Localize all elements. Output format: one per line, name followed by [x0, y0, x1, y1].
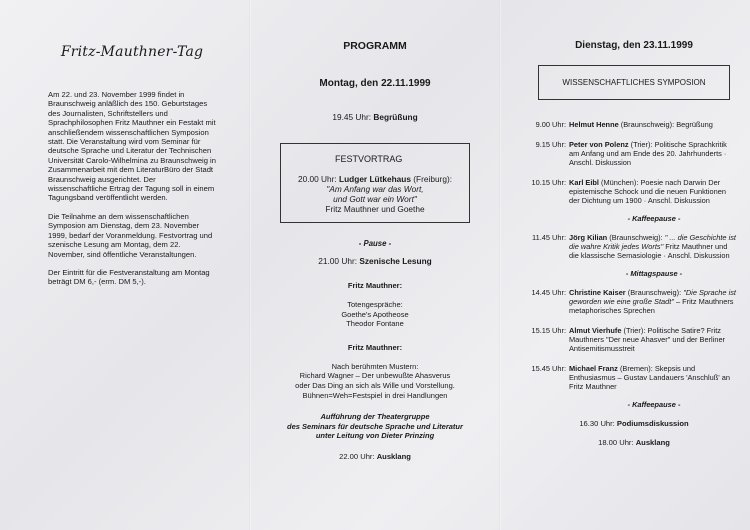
panel-discussion-line: 16.30 Uhr: Podiumsdiskussion	[579, 419, 689, 428]
middle-panel	[250, 0, 500, 530]
festvortrag-speaker: Ludger Lütkehaus	[339, 174, 411, 184]
welcome-label: Begrüßung	[373, 112, 418, 122]
festvortrag-quote-2: und Gott war ein Wort"	[333, 194, 417, 204]
admission-paragraph: Der Eintritt für die Festveranstaltung am Montag beträgt DM 6,- (erm. DM 5,-).	[48, 267, 210, 287]
intro-paragraph: Am 22. und 23. November 1999 findet in Braunschweig anläßlich des 150. Geburtstages des Journalisten, Schriftstellers und Sprachphilosophen Fritz Mauthner ein Festakt mit anschließendem wissenschaftlichen Symposion statt. Die Veranstaltung wird vom Seminar für deutsche Sprache und Literatur der Technischen Universität Carolo-Wilhelmina zu Braunschweig in Zusammenarbeit mit dem LiteraturBüro der Stadt Braunschweig ausgerichtet. Der wissenschaftliche Ertrag der Tagung soll in einem Tagungsband veröffentlicht werden.	[48, 90, 216, 203]
block1-line: Goethe's Apotheose	[341, 309, 409, 319]
schedule-item: 9.15 Uhr: Peter von Polenz (Trier): Politische Sprachkritik am Anfang und am Ende des 20. Jahrhunderts · Anschl. Diskussion	[535, 140, 727, 167]
block1-heading: Fritz Mauthner:	[347, 281, 403, 290]
block2-line: Nach berühmten Mustern:	[331, 361, 419, 371]
pause-label: - Pause -	[358, 239, 392, 248]
block1-line: Theodor Fontane	[346, 319, 404, 329]
festvortrag-quote-1: "Am Anfang war das Wort,	[326, 184, 424, 194]
block2-heading: Fritz Mauthner:	[347, 342, 403, 352]
schedule-item: 14.45 Uhr: Christine Kaiser (Braunschweig): "Die Sprache ist geworden wie eine große Stadt" – Fritz Mauthners metaphorisches Sprechen	[531, 288, 736, 315]
performance-credit: Aufführung der Theatergruppe des Seminars für deutsche Sprache und Literatur unter Leitung von Dieter Prinzing	[287, 412, 463, 440]
closing-label: Ausklang	[376, 452, 411, 462]
tuesday-date: Dienstag, den 23.11.1999	[575, 40, 693, 51]
festvortrag-title: FESTVORTRAG	[335, 154, 403, 164]
lunch-break-label: - Mittagspause -	[625, 269, 683, 278]
welcome-line	[266, 112, 484, 123]
left-panel	[0, 0, 250, 530]
block2-line: Bühnen=Weh=Festspiel in drei Handlungen	[302, 390, 448, 400]
reading-label: Szenische Lesung	[359, 256, 432, 266]
reading-line: 21.00 Uhr: Szenische Lesung	[318, 256, 432, 266]
block2-line: Richard Wagner – Der unbewußte Ahasverus	[299, 371, 451, 381]
festvortrag-subtitle: Fritz Mauthner und Goethe	[325, 204, 425, 214]
festvortrag-speaker-line: 20.00 Uhr: Ludger Lütkehaus (Freiburg):	[297, 174, 453, 184]
schedule-item: 15.45 Uhr: Michael Franz (Bremen): Skepsis und Enthusiasmus – Gustav Landauers 'Anschluß' an Fritz Mauthner	[531, 364, 730, 391]
schedule-item: 11.45 Uhr: Jörg Kilian (Braunschweig): " ... die Geschichte ist die wahre Kritik jedes Worts" Fritz Mauthner und die klassische Semasiologie · Anschl. Diskussion	[532, 233, 736, 260]
schedule-item: 10.15 Uhr: Karl Eibl (München): Poesie nach Darwin Der epistemische Schock und die neuen Funktionen der Dichtung um 1900 · Anschl. Diskussion	[531, 178, 726, 205]
closing-line: 22.00 Uhr: Ausklang	[339, 452, 411, 462]
right-panel	[500, 0, 750, 530]
page-title: Fritz-Mauthner-Tag	[60, 44, 204, 60]
registration-paragraph: Die Teilnahme an dem wissenschaftlichen Symposion am Dienstag, dem 23. November 1999, bedarf der Voranmeldung. Festvortrag und szenische Lesung am Montag, dem 22. November, sind öffentliche Veranstaltungen.	[48, 211, 213, 259]
program-heading: PROGRAMM	[343, 40, 407, 52]
schedule-item: 15.15 Uhr: Almut Vierhufe (Trier): Politische Satire? Fritz Mauthners "Der neue Ahasver" und der Berliner Antisemitismusstreit	[531, 326, 726, 353]
block1-line: Totengespräche:	[347, 300, 403, 309]
symposion-box: WISSENSCHAFTLICHES SYMPOSION	[538, 65, 730, 100]
coffee-break-label: - Kaffeepause -	[627, 400, 681, 409]
welcome-time: 19.45 Uhr:	[332, 112, 372, 122]
coffee-break-label: - Kaffeepause -	[627, 214, 681, 223]
monday-date: Montag, den 22.11.1999	[319, 78, 431, 89]
closing-line: 18.00 Uhr: Ausklang	[598, 438, 670, 447]
block2-line: oder Das Ding an sich als Wille und Vorstellung.	[295, 380, 455, 390]
festvortrag-box	[280, 143, 470, 223]
schedule-item: 9.00 Uhr: Helmut Henne (Braunschweig): Begrüßung	[535, 120, 713, 129]
